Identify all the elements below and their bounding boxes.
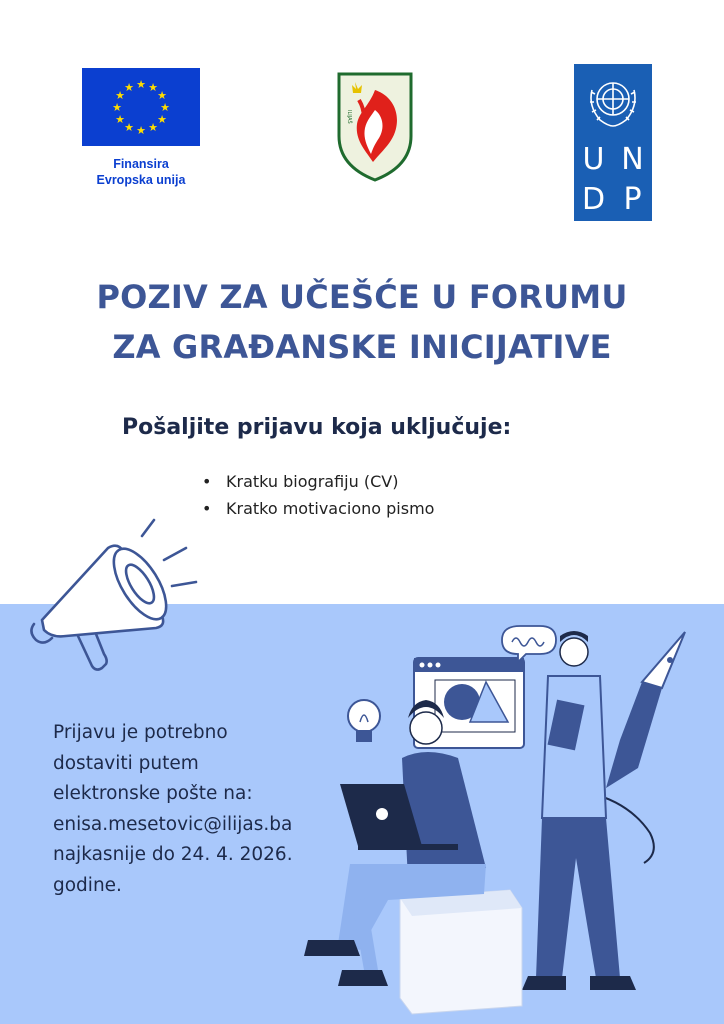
- submission-line: godine.: [53, 874, 122, 896]
- list-item: • Kratko motivaciono pismo: [202, 495, 434, 522]
- undp-logo: [574, 64, 652, 221]
- lightbulb-icon: [348, 700, 380, 742]
- eu-caption-line1: Finansira: [113, 157, 169, 171]
- deadline-line: najkasnije do 24. 4. 2026.: [53, 844, 293, 865]
- headline: [0, 272, 724, 372]
- un-emblem-icon: [582, 70, 644, 132]
- svg-text:★: ★: [157, 89, 167, 102]
- requirements-list: [202, 468, 434, 522]
- speech-bubble-icon: [502, 626, 556, 662]
- list-item: • Kratku biografiju (CV): [202, 468, 434, 495]
- svg-text:★: ★: [124, 121, 134, 134]
- svg-text:★: ★: [157, 113, 167, 126]
- svg-text:★: ★: [112, 101, 122, 114]
- submission-line: dostaviti putem: [53, 752, 199, 774]
- svg-text:★: ★: [115, 113, 125, 126]
- ilijas-crest-icon: [335, 70, 415, 182]
- headline-line1: POZIV ZA UČEŠĆE U FORUMU: [96, 278, 628, 316]
- svg-text:★: ★: [124, 81, 134, 94]
- people-illustration: [290, 618, 710, 1018]
- headline-line2: ZA GRAĐANSKE INICIJATIVE: [112, 328, 612, 366]
- svg-text:★: ★: [136, 124, 146, 137]
- submission-line: elektronske pošte na:: [53, 783, 253, 804]
- svg-text:★: ★: [148, 81, 158, 94]
- submission-line: Prijavu je potrebno: [53, 722, 228, 743]
- svg-text:★: ★: [148, 121, 158, 134]
- crest-text: ILIJAŠ: [346, 110, 352, 124]
- undp-letter: N: [621, 142, 644, 177]
- cube-seat: [400, 890, 522, 1014]
- undp-wordmark: [574, 140, 652, 220]
- svg-text:★: ★: [136, 78, 146, 91]
- undp-letter: P: [623, 182, 642, 217]
- eu-flag-icon: [82, 68, 200, 146]
- eu-caption-line2: Evropska unija: [96, 173, 186, 187]
- eu-logo: [82, 68, 200, 188]
- svg-text:★: ★: [160, 101, 170, 114]
- standing-person: [522, 631, 636, 990]
- eu-caption: [82, 156, 200, 188]
- undp-letter: U: [582, 142, 605, 177]
- megaphone-icon: [22, 512, 202, 682]
- email-address: enisa.mesetovic@ilijas.ba: [53, 813, 293, 835]
- undp-letter: D: [581, 182, 606, 217]
- requirements-heading: Pošaljite prijavu koja uključuje:: [122, 415, 512, 440]
- svg-text:★: ★: [115, 89, 125, 102]
